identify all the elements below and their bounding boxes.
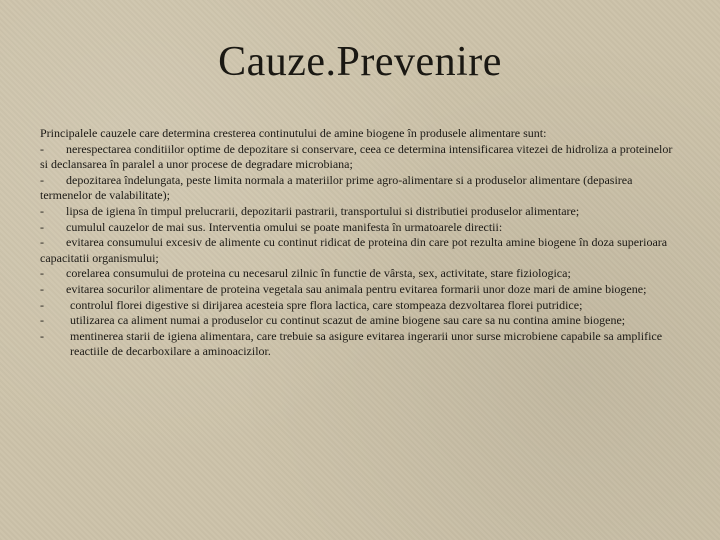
list-item [40, 220, 680, 236]
list-item-text: utilizarea ca aliment numai a produselor cu continut scazut de amine biogene sau care sa nu contina amine biogene; [70, 313, 626, 328]
intro-paragraph: Principalele cauzele care determina cresterea continutului de amine biogene în produsele alimentare sunt: [40, 126, 547, 140]
bullet-marker: - [40, 297, 44, 312]
list-item-text: cumulul cauzelor de mai sus. Interventia omului se poate manifesta în urmatoarele directii: [66, 219, 503, 234]
list-item [40, 142, 680, 173]
list-item-text: depozitarea îndelungata, peste limita normala a materiilor prime agro-alimentare si a produselor alimentare (depasirea termenelor de valabilitate); [40, 172, 633, 203]
bullet-marker: - [40, 141, 44, 156]
bullet-marker: - [40, 266, 44, 281]
list-item-text: corelarea consumului de proteina cu necesarul zilnic în functie de vârsta, sex, activitate, stare fiziologica; [66, 266, 571, 281]
list-item-text: mentinerea starii de igiena alimentara, care trebuie sa asigure evitarea ingerarii unor surse microbiene capabile sa amplifice reactiile de decarboxilare a aminoacizilor. [70, 328, 663, 359]
list-item-text: evitarea socurilor alimentare de proteina vegetala sau animala pentru evitarea formarii unor doze mari de amine biogene; [66, 281, 647, 296]
list-item [40, 173, 680, 204]
list-item [40, 266, 680, 282]
bullet-marker: - [40, 235, 44, 250]
bullet-marker: - [40, 219, 44, 234]
list-item [40, 235, 680, 266]
bullet-marker: - [40, 328, 44, 343]
bullet-marker: - [40, 313, 44, 328]
list-item-text: lipsa de igiena în timpul prelucrarii, depozitarii pastrarii, transportului si distributiei produselor alimentare; [66, 203, 580, 218]
slide-body [40, 126, 680, 360]
list-item [40, 298, 680, 314]
bullet-marker: - [40, 281, 44, 296]
list-item [40, 313, 680, 329]
list-item [40, 329, 680, 360]
bullet-marker: - [40, 172, 44, 187]
list-item-text: evitarea consumului excesiv de alimente cu continut ridicat de proteina din care pot rezulta amine biogene în doza superioara capacitatii organismului; [40, 235, 668, 265]
list-item-text: controlul florei digestive si dirijarea acesteia spre flora lactica, care stompeaza dezvoltarea florei putridice; [70, 297, 583, 312]
slide-title: Cauze.Prevenire [218, 39, 502, 85]
list-item [40, 204, 680, 220]
bullet-marker: - [40, 203, 44, 218]
list-item [40, 282, 680, 298]
list-item-text: nerespectarea conditiilor optime de depozitare si conservare, ceea ce determina intensificarea vitezei de hidroliza a proteinelor si declansarea în paralel a unor procese de degradare microbiana; [40, 141, 673, 172]
